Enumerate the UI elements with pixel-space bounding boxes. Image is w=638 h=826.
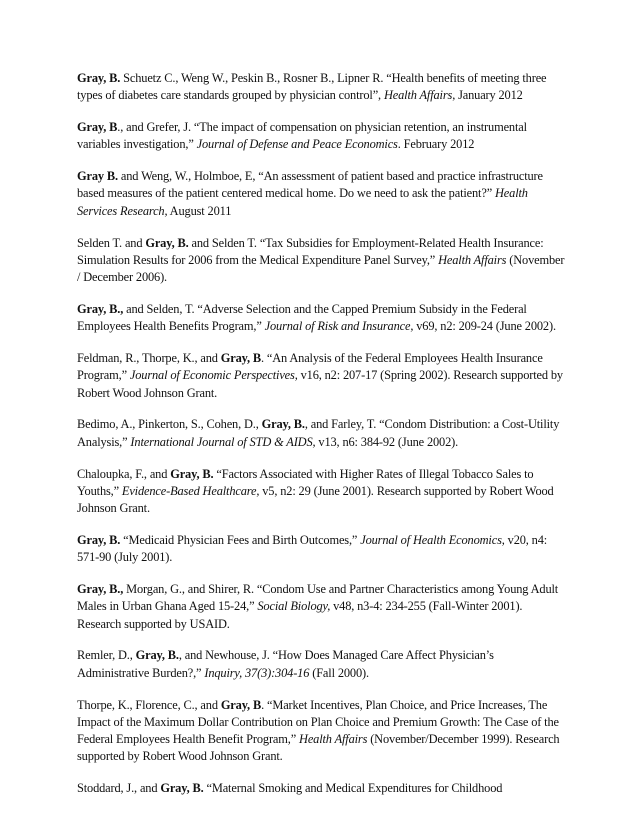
journal-title: Journal of Risk and Insurance, xyxy=(264,319,414,334)
journal-title: Social Biology, xyxy=(257,599,331,614)
reference-text: v5, n2: 29 (June 2001). Research supported by Robert Wood Johnson Grant. xyxy=(77,483,554,516)
journal-title: Inquiry, 37(3):304-16 xyxy=(204,665,310,680)
journal-title: Health Affairs xyxy=(383,88,453,103)
reference-text: v69, n2: 209-24 (June 2002). xyxy=(413,319,556,334)
journal-title: Health Affairs xyxy=(438,252,507,267)
author-highlight: Gray, B. xyxy=(160,781,204,796)
reference-entry xyxy=(77,466,565,518)
reference-text: Morgan, G., and Shirer, R. “Condom Use and Partner Characteristics among Young Adult Males in Urban Ghana Aged 15-24,” xyxy=(77,582,559,614)
author-highlight: Gray, B. xyxy=(145,235,189,250)
reference-entry xyxy=(77,697,565,766)
reference-entry xyxy=(77,235,565,287)
reference-text: v16, n2: 207-17 (Spring 2002). Research supported by Robert Wood Johnson Grant. xyxy=(77,368,563,400)
reference-entry xyxy=(77,647,565,682)
author-highlight: Gray, B., xyxy=(77,301,124,316)
reference-text: and Weng, W., Holmboe, E, “An assessment of patient based and practice infrastructure based measures of the patient centered medical home. Do we need to ask the patient?” xyxy=(77,169,543,201)
journal-title: International Journal of STD & AIDS, xyxy=(130,434,316,449)
reference-entry xyxy=(77,350,565,402)
reference-text: ., and Grefer, J. “The impact of compensation on physician retention, an instrumental variables investigation,” xyxy=(77,120,527,152)
reference-entry xyxy=(77,780,565,797)
reference-text: v13, n6: 384-92 (June 2002). xyxy=(315,434,459,449)
reference-text: August 2011 xyxy=(167,203,232,218)
reference-text: “Maternal Smoking and Medical Expenditures for Childhood xyxy=(203,781,503,796)
author-highlight: Gray, B xyxy=(220,351,262,366)
reference-entry xyxy=(77,581,565,633)
author-highlight: Gray, B xyxy=(220,697,262,712)
reference-text: . “An Analysis of the Federal Employees Health Insurance Program,” xyxy=(77,351,543,383)
reference-entry xyxy=(77,416,565,451)
reference-text: , January 2012 xyxy=(452,88,523,103)
reference-text: . “Market Incentives, Plan Choice, and Price Increases, The Impact of the Maximum Dollar Contribution on Plan Choice and Premium Growth: The Case of the Federal Employees Health Benefit Program,” xyxy=(77,697,559,747)
reference-text: Chaloupka, F., and xyxy=(77,466,171,481)
journal-title: Journal of Economic Perspectives, xyxy=(129,368,298,383)
reference-text: “Medicaid Physician Fees and Birth Outcomes,” xyxy=(120,532,361,547)
reference-text: (November/December 1999). Research supported by Robert Wood Johnson Grant. xyxy=(77,732,560,764)
publication-list xyxy=(77,70,565,812)
author-highlight: Gray, B. xyxy=(261,417,305,432)
reference-entry xyxy=(77,532,565,567)
reference-text: (November / December 2006). xyxy=(77,252,565,285)
author-highlight: Gray, B., xyxy=(77,582,124,597)
author-highlight: Gray B. xyxy=(77,169,118,184)
author-highlight: Gray, B. xyxy=(77,532,121,547)
reference-text: Thorpe, K., Florence, C., and xyxy=(77,697,221,712)
reference-entry xyxy=(77,70,565,105)
reference-text: . February 2012 xyxy=(397,137,475,152)
reference-text: Feldman, R., Thorpe, K., and xyxy=(77,351,221,366)
reference-text: Stoddard, J., and xyxy=(77,781,161,796)
reference-entry xyxy=(77,301,565,336)
journal-title: Journal of Health Economics, xyxy=(360,532,505,547)
reference-text: Bedimo, A., Pinkerton, S., Cohen, D., xyxy=(77,417,262,432)
reference-entry xyxy=(77,168,565,220)
journal-title: Health Affairs xyxy=(299,732,368,747)
reference-text: “Factors Associated with Higher Rates of Illegal Tobacco Sales to Youths,” xyxy=(77,466,534,498)
reference-text: v20, n4: 571-90 (July 2001). xyxy=(77,532,548,565)
reference-text: , and Farley, T. “Condom Distribution: a Cost-Utility Analysis,” xyxy=(77,417,560,449)
reference-text: and Selden T. “Tax Subsidies for Employment-Related Health Insurance: Simulation Results for 2006 from the Medical Expenditure Panel Survey,” xyxy=(77,235,544,267)
journal-title: Health Services Research, xyxy=(77,186,528,218)
reference-text: v48, n3-4: 234-255 (Fall-Winter 2001). Research supported by USAID. xyxy=(77,599,523,631)
author-highlight: Gray, B. xyxy=(135,648,179,663)
author-highlight: Gray, B. xyxy=(77,71,121,85)
author-highlight: Gray, B. xyxy=(170,466,214,481)
reference-text: Remler, D., xyxy=(77,648,136,663)
reference-entry xyxy=(77,119,565,154)
journal-title: Journal of Defense and Peace Economics xyxy=(196,137,398,152)
reference-text: Schuetz C., Weng W., Peskin B., Rosner B., Lipner R. “Health benefits of meeting three types of diabetes care standards grouped by physician control”, xyxy=(77,71,547,103)
journal-title: Evidence-Based Healthcare, xyxy=(121,483,260,498)
reference-text: , and Newhouse, J. “How Does Managed Care Affect Physician’s Administrative Burden?,” xyxy=(77,648,494,680)
author-highlight: Gray, B xyxy=(77,120,118,135)
reference-text: (Fall 2000). xyxy=(309,665,369,680)
reference-text: Selden T. and xyxy=(77,235,146,250)
reference-text: and Selden, T. “Adverse Selection and the Capped Premium Subsidy in the Federal Employees Health Benefits Program,” xyxy=(77,301,527,334)
